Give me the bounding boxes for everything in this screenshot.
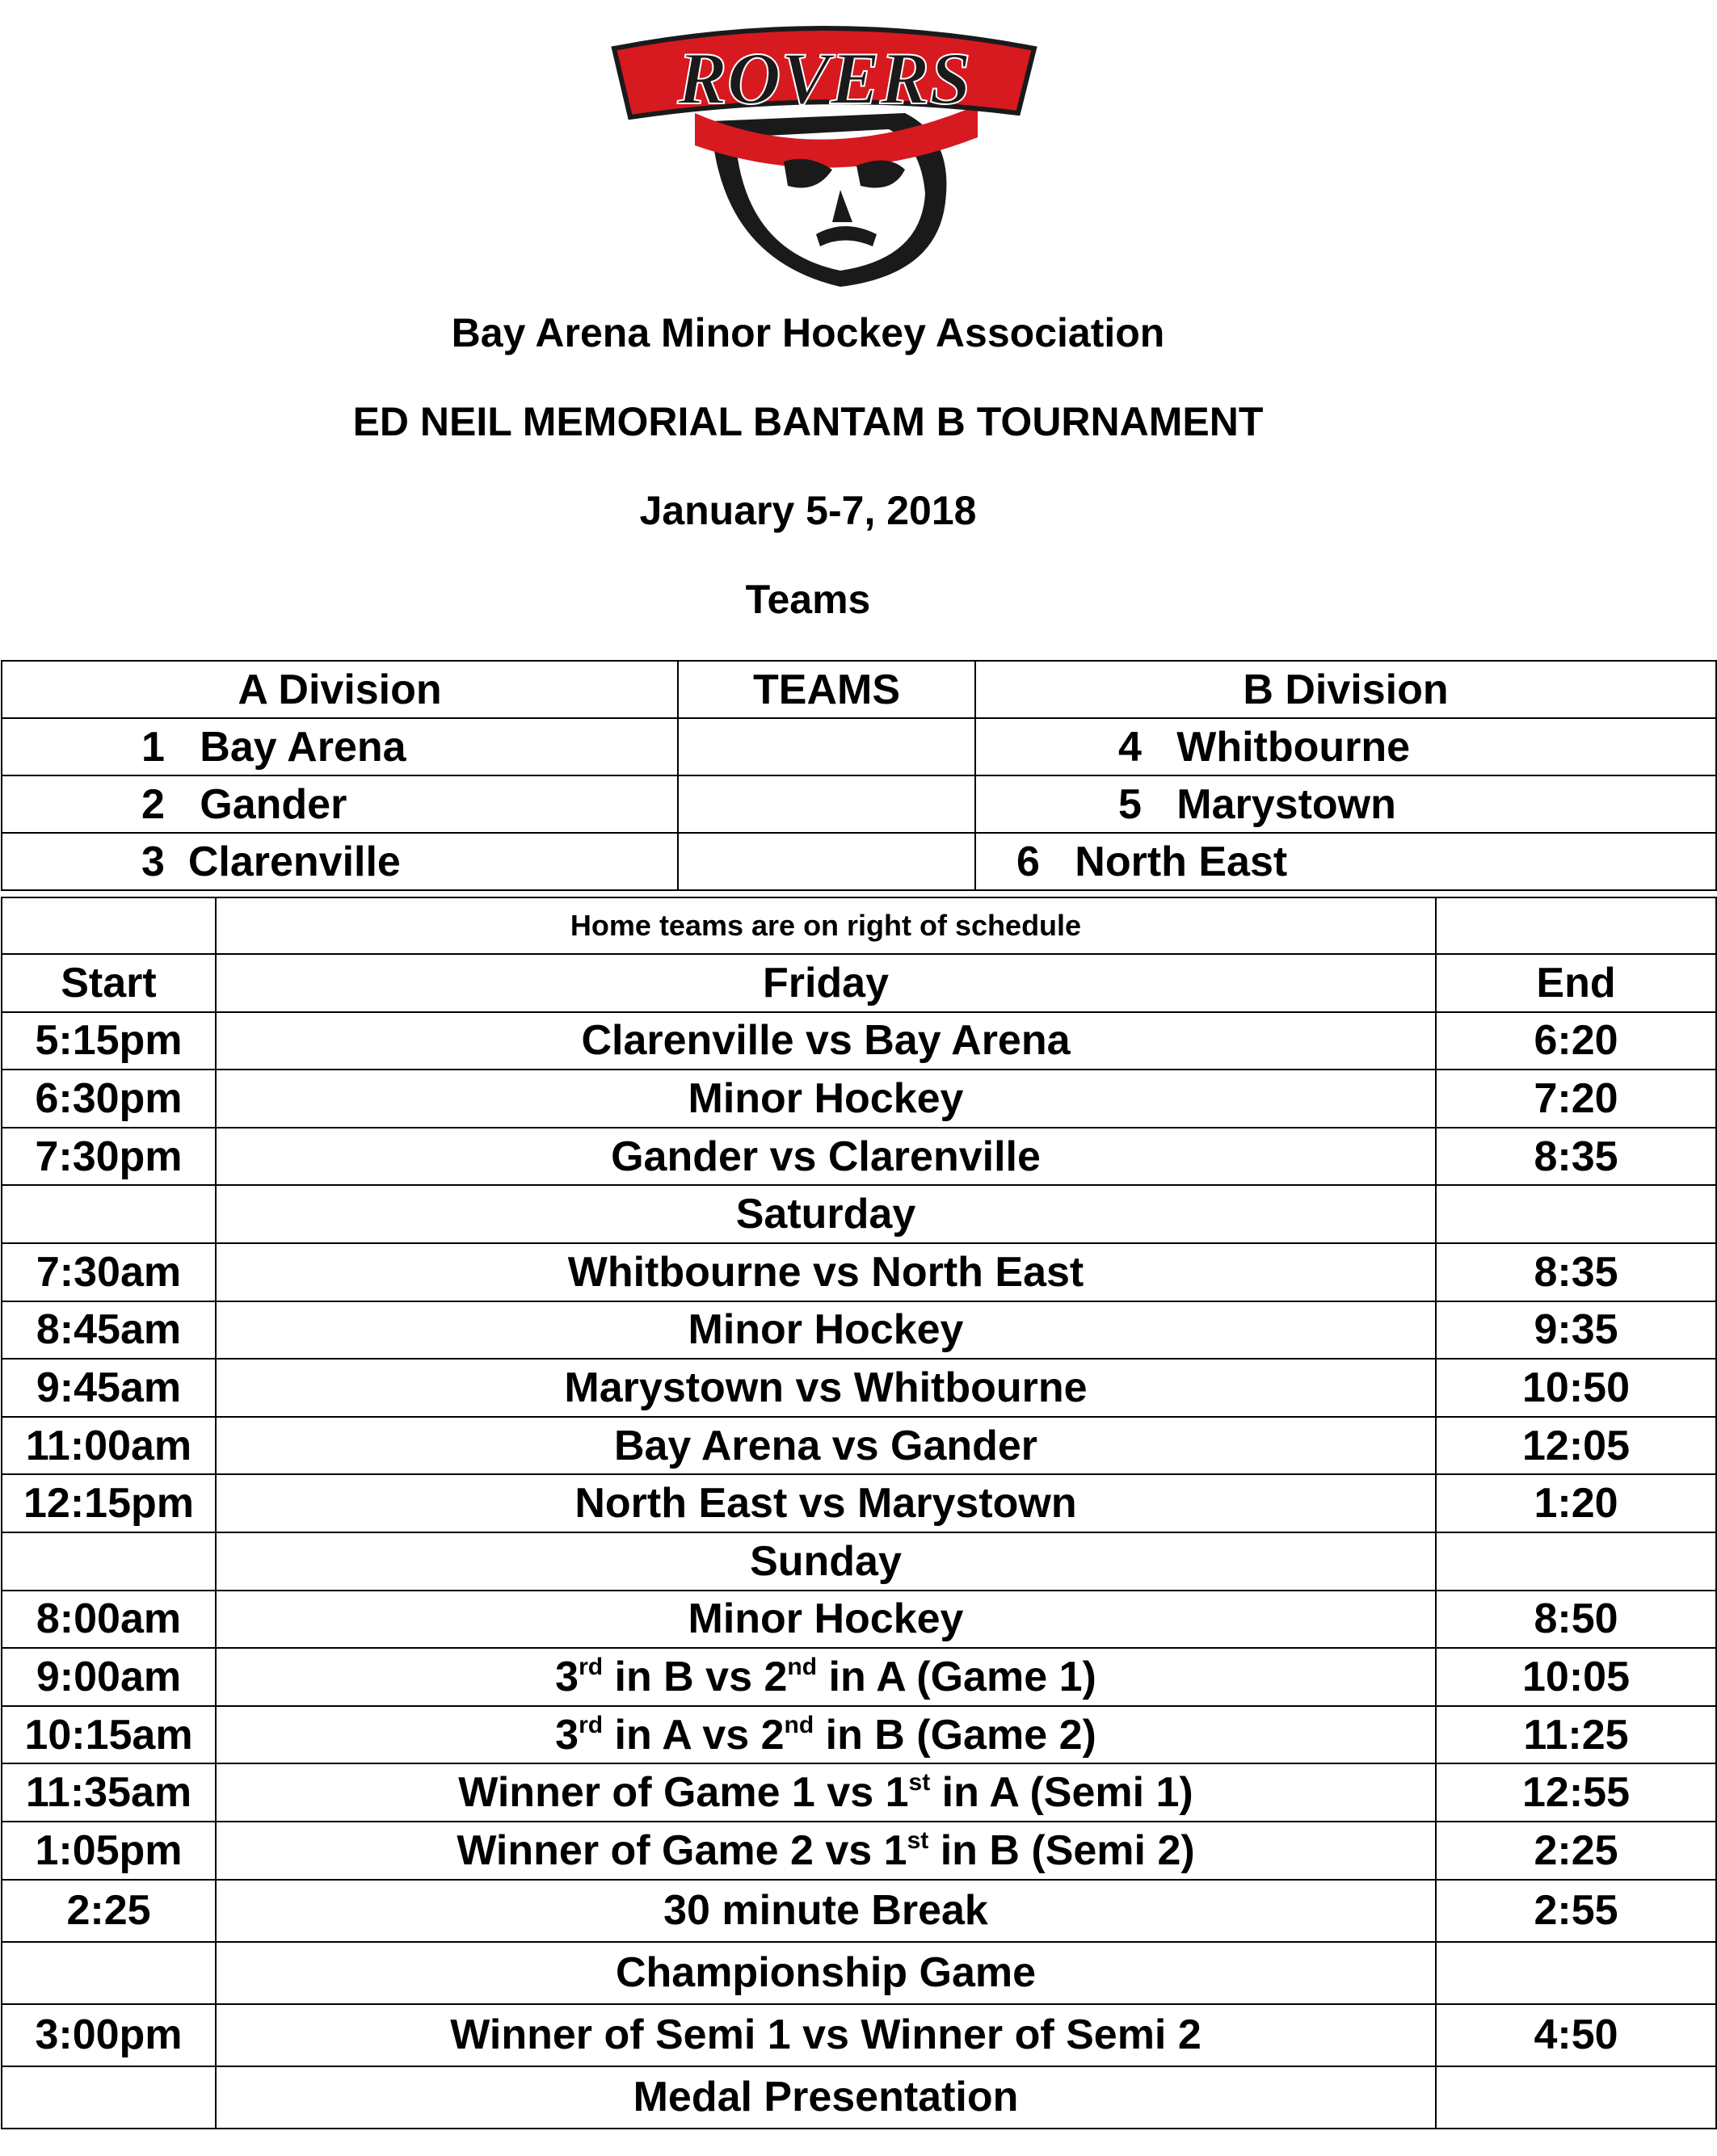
a-division-header: A Division bbox=[2, 661, 678, 718]
game-matchup: 30 minute Break bbox=[216, 1880, 1436, 1942]
day-row bbox=[2, 1532, 1716, 1591]
empty-cell bbox=[1436, 2066, 1716, 2129]
tournament-dates: January 5-7, 2018 bbox=[639, 488, 977, 533]
game-row bbox=[2, 1243, 1716, 1301]
game-row bbox=[2, 1070, 1716, 1128]
home-team-note: Home teams are on right of schedule bbox=[216, 897, 1436, 954]
end-time: 6:20 bbox=[1436, 1012, 1716, 1070]
start-time: 6:30pm bbox=[2, 1070, 216, 1128]
game-row bbox=[2, 1822, 1716, 1880]
a-team-cell bbox=[2, 833, 678, 890]
start-time: 11:35am bbox=[2, 1763, 216, 1822]
game-matchup: Marystown vs Whitbourne bbox=[216, 1359, 1436, 1417]
game-matchup: Minor Hockey bbox=[216, 1070, 1436, 1128]
empty-cell bbox=[1436, 1532, 1716, 1591]
divisions-table bbox=[1, 660, 1717, 891]
empty-cell bbox=[2, 1532, 216, 1591]
day-header-friday: Friday bbox=[216, 954, 1436, 1012]
empty-cell bbox=[2, 2066, 216, 2129]
end-time: 12:55 bbox=[1436, 1763, 1716, 1822]
team-number: 2 bbox=[141, 780, 165, 828]
game-matchup: 3rd in A vs 2nd in B (Game 2) bbox=[216, 1706, 1436, 1764]
day-header-sunday: Sunday bbox=[216, 1532, 1436, 1591]
game-matchup: Winner of Semi 1 vs Winner of Semi 2 bbox=[216, 2004, 1436, 2066]
end-time: 9:35 bbox=[1436, 1301, 1716, 1360]
team-number: 3 bbox=[141, 838, 165, 885]
game-row bbox=[2, 1474, 1716, 1532]
empty-cell bbox=[2, 1942, 216, 2004]
game-row bbox=[2, 2004, 1716, 2066]
game-row bbox=[2, 1128, 1716, 1186]
pirate-head-icon bbox=[695, 105, 978, 287]
association-name: Bay Arena Minor Hockey Association bbox=[451, 310, 1165, 355]
end-header: End bbox=[1436, 954, 1716, 1012]
start-time: 5:15pm bbox=[2, 1012, 216, 1070]
game-row bbox=[2, 1880, 1716, 1942]
end-time: 2:25 bbox=[1436, 1822, 1716, 1880]
game-matchup: 3rd in B vs 2nd in A (Game 1) bbox=[216, 1648, 1436, 1706]
end-time: 1:20 bbox=[1436, 1474, 1716, 1532]
empty-cell bbox=[2, 897, 216, 954]
rovers-logo bbox=[598, 16, 1050, 295]
start-time: 12:15pm bbox=[2, 1474, 216, 1532]
a-team-cell bbox=[2, 718, 678, 775]
team-name: Bay Arena bbox=[200, 723, 406, 771]
start-time: 11:00am bbox=[2, 1417, 216, 1475]
b-team-cell bbox=[975, 833, 1716, 890]
empty-cell bbox=[2, 1185, 216, 1243]
team-name: Clarenville bbox=[187, 838, 401, 885]
day-row bbox=[2, 1942, 1716, 2004]
team-number: 5 bbox=[1118, 780, 1142, 828]
team-number: 4 bbox=[1118, 723, 1142, 771]
game-matchup: Gander vs Clarenville bbox=[216, 1128, 1436, 1186]
note-row bbox=[2, 897, 1716, 954]
b-team-cell bbox=[975, 775, 1716, 833]
game-row bbox=[2, 1417, 1716, 1475]
game-matchup: Minor Hockey bbox=[216, 1301, 1436, 1360]
championship-header: Championship Game bbox=[216, 1942, 1436, 2004]
day-header-saturday: Saturday bbox=[216, 1185, 1436, 1243]
empty-cell bbox=[1436, 1185, 1716, 1243]
game-matchup: Minor Hockey bbox=[216, 1591, 1436, 1649]
divisions-header-row bbox=[2, 661, 1716, 718]
b-team-cell bbox=[975, 718, 1716, 775]
team-name: North East bbox=[1075, 838, 1288, 885]
end-time: 10:05 bbox=[1436, 1648, 1716, 1706]
division-row bbox=[2, 833, 1716, 890]
teams-empty-cell bbox=[678, 833, 975, 890]
end-time: 10:50 bbox=[1436, 1359, 1716, 1417]
teams-empty-cell bbox=[678, 775, 975, 833]
medal-presentation: Medal Presentation bbox=[216, 2066, 1436, 2129]
start-time: 7:30am bbox=[2, 1243, 216, 1301]
game-matchup: Clarenville vs Bay Arena bbox=[216, 1012, 1436, 1070]
end-time: 7:20 bbox=[1436, 1070, 1716, 1128]
game-matchup: Bay Arena vs Gander bbox=[216, 1417, 1436, 1475]
game-matchup: Winner of Game 1 vs 1st in A (Semi 1) bbox=[216, 1763, 1436, 1822]
game-matchup: Winner of Game 2 vs 1st in B (Semi 2) bbox=[216, 1822, 1436, 1880]
end-time: 11:25 bbox=[1436, 1706, 1716, 1764]
start-time: 2:25 bbox=[2, 1880, 216, 1942]
end-time: 8:35 bbox=[1436, 1128, 1716, 1186]
division-row bbox=[2, 718, 1716, 775]
schedule-table bbox=[1, 897, 1717, 2129]
a-team-cell bbox=[2, 775, 678, 833]
start-header: Start bbox=[2, 954, 216, 1012]
tournament-title: ED NEIL MEMORIAL BANTAM B TOURNAMENT bbox=[352, 399, 1264, 444]
start-time: 8:00am bbox=[2, 1591, 216, 1649]
team-name: Marystown bbox=[1176, 780, 1396, 828]
empty-cell bbox=[1436, 1942, 1716, 2004]
end-time: 8:35 bbox=[1436, 1243, 1716, 1301]
game-row bbox=[2, 1012, 1716, 1070]
game-matchup: North East vs Marystown bbox=[216, 1474, 1436, 1532]
end-time: 8:50 bbox=[1436, 1591, 1716, 1649]
team-number: 1 bbox=[141, 723, 165, 771]
start-time: 9:45am bbox=[2, 1359, 216, 1417]
start-time: 1:05pm bbox=[2, 1822, 216, 1880]
game-row bbox=[2, 1763, 1716, 1822]
game-row bbox=[2, 1301, 1716, 1360]
game-matchup: Whitbourne vs North East bbox=[216, 1243, 1436, 1301]
game-row bbox=[2, 1706, 1716, 1764]
game-row bbox=[2, 1648, 1716, 1706]
teams-empty-cell bbox=[678, 718, 975, 775]
empty-cell bbox=[1436, 897, 1716, 954]
day-row bbox=[2, 1185, 1716, 1243]
game-row bbox=[2, 1359, 1716, 1417]
end-time: 2:55 bbox=[1436, 1880, 1716, 1942]
team-name: Gander bbox=[200, 780, 347, 828]
teams-header: TEAMS bbox=[678, 661, 975, 718]
teams-heading: Teams bbox=[745, 577, 871, 622]
start-time: 7:30pm bbox=[2, 1128, 216, 1186]
division-row bbox=[2, 775, 1716, 833]
end-time: 4:50 bbox=[1436, 2004, 1716, 2066]
b-division-header: B Division bbox=[975, 661, 1716, 718]
end-time: 12:05 bbox=[1436, 1417, 1716, 1475]
game-row bbox=[2, 1591, 1716, 1649]
start-time: 3:00pm bbox=[2, 2004, 216, 2066]
day-row bbox=[2, 2066, 1716, 2129]
schedule-header-row bbox=[2, 954, 1716, 1012]
start-time: 9:00am bbox=[2, 1648, 216, 1706]
logo-wordmark: ROVERS bbox=[677, 37, 971, 120]
team-number: 6 bbox=[1016, 838, 1040, 885]
team-name: Whitbourne bbox=[1176, 723, 1411, 771]
start-time: 10:15am bbox=[2, 1706, 216, 1764]
start-time: 8:45am bbox=[2, 1301, 216, 1360]
